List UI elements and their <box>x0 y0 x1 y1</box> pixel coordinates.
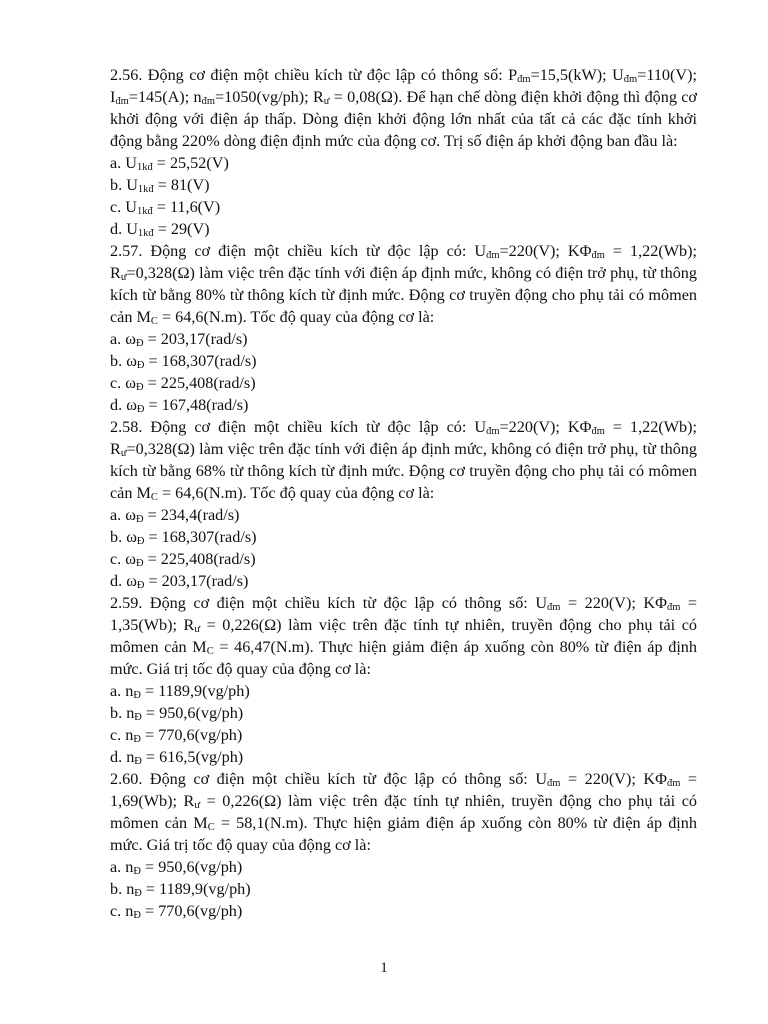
question-stem <box>110 592 697 680</box>
subscript: C <box>150 492 158 503</box>
subscript: đm <box>591 250 605 261</box>
text-run: 2.60. Động cơ điện một chiều kích từ độc lập có thông số: U <box>110 770 548 788</box>
text-run: d. U <box>110 220 138 238</box>
answer-option <box>110 394 697 416</box>
text-run: d. n <box>110 748 135 766</box>
subscript: Đ <box>133 866 141 877</box>
question-4 <box>110 592 697 768</box>
text-run: = 770,6(vg/ph) <box>140 726 243 744</box>
text-run: = 1189,9(vg/ph) <box>141 880 251 898</box>
text-run: =110(V); I <box>110 66 697 106</box>
answer-option <box>110 856 697 878</box>
text-run: = 58,1(N.m). Thực hiện giảm điện áp xuống còn 80% từ điện áp định mức. Giá trị tốc độ quay của động cơ là: <box>110 814 697 854</box>
subscript: đm <box>517 74 531 85</box>
text-run: c. n <box>110 726 134 744</box>
subscript: ư <box>194 624 201 635</box>
answer-option <box>110 218 697 240</box>
text-run: = 1189,9(vg/ph) <box>140 682 250 700</box>
subscript: C <box>207 822 215 833</box>
text-run: = 220(V); KΦ <box>560 770 667 788</box>
subscript: 1kđ <box>137 228 154 239</box>
text-run: = 225,408(rad/s) <box>143 374 256 392</box>
text-run: 2.57. Động cơ điện một chiều kích từ độc lập có: U <box>110 242 487 260</box>
subscript: ư <box>194 800 201 811</box>
subscript: đm <box>591 426 605 437</box>
subscript: đm <box>623 74 638 85</box>
subscript: Đ <box>135 514 144 525</box>
text-run: = 1,69(Wb); R <box>110 770 698 810</box>
text-run: = 0,08(Ω). Để hạn chế dòng điện khởi động thì động cơ khởi động với điện áp thấp. Dòng điện khởi động lớn nhất của tất cả các đặc tính khởi động bằng 220% dòng điện định mức của động cơ. Trị số điện áp khởi động ban đầu là: <box>110 88 697 150</box>
text-run: d. ω <box>110 572 137 590</box>
subscript: ư <box>120 448 127 459</box>
answer-option <box>110 174 697 196</box>
text-run: b. ω <box>110 352 137 370</box>
text-run: = 64,6(N.m). Tốc độ quay của động cơ là: <box>157 308 435 326</box>
document-body <box>110 64 697 922</box>
text-run: = 29(V) <box>153 220 210 238</box>
question-2 <box>110 240 697 416</box>
text-run: =145(A); n <box>128 88 202 106</box>
answer-option <box>110 570 697 592</box>
answer-option <box>110 702 697 724</box>
subscript: C <box>206 646 214 657</box>
subscript: Đ <box>133 690 141 701</box>
text-run: a. ω <box>110 506 136 524</box>
text-run: = 0,226(Ω) làm việc trên đặc tính tự nhiên, truyền động cho phụ tải có mômen cản M <box>110 792 697 832</box>
answer-option <box>110 152 697 174</box>
text-run: = 220(V); KΦ <box>560 594 667 612</box>
text-run: = 1,22(Wb); R <box>110 418 698 458</box>
subscript: đm <box>666 778 681 789</box>
text-run: = 46,47(N.m). Thực hiện giảm điện áp xuống còn 80% từ điện áp định mức. Giá trị tốc độ quay của động cơ là: <box>110 638 697 678</box>
text-run: = 167,48(rad/s) <box>144 396 249 414</box>
subscript: đm <box>486 426 500 437</box>
subscript: ư <box>323 96 330 107</box>
text-run: = 616,5(vg/ph) <box>141 748 244 766</box>
text-run: 2.56. Động cơ điện một chiều kích từ độc lập có thông số: P <box>110 66 518 84</box>
text-run: = 203,17(rad/s) <box>144 572 249 590</box>
question-3 <box>110 416 697 592</box>
subscript: Đ <box>135 338 144 349</box>
question-stem <box>110 768 697 856</box>
question-5 <box>110 768 697 922</box>
subscript: đm <box>486 250 500 261</box>
answer-option <box>110 900 697 922</box>
answer-option <box>110 878 697 900</box>
subscript: đm <box>547 602 561 613</box>
text-run: =220(V); KΦ <box>499 242 592 260</box>
text-run: = 168,307(rad/s) <box>144 352 257 370</box>
text-run: c. ω <box>110 550 136 568</box>
text-run: = 234,4(rad/s) <box>143 506 240 524</box>
text-run: b. ω <box>110 528 137 546</box>
text-run: =1050(vg/ph); R <box>215 88 324 106</box>
subscript: Đ <box>136 580 145 591</box>
answer-option <box>110 724 697 746</box>
question-stem <box>110 416 697 504</box>
text-run: = 225,408(rad/s) <box>143 550 256 568</box>
text-run: = 0,226(Ω) làm việc trên đặc tính tự nhiên, truyền động cho phụ tải có mômen cản M <box>110 616 697 656</box>
text-run: = 11,6(V) <box>152 198 221 216</box>
answer-option <box>110 328 697 350</box>
text-run: a. U <box>110 154 137 172</box>
text-run: a. ω <box>110 330 136 348</box>
answer-option <box>110 680 697 702</box>
subscript: Đ <box>135 558 144 569</box>
subscript: Đ <box>134 888 142 899</box>
text-run: 2.58. Động cơ điện một chiều kích từ độc lập có: U <box>110 418 487 436</box>
subscript: đm <box>666 602 681 613</box>
answer-option <box>110 372 697 394</box>
question-stem <box>110 64 697 152</box>
subscript: Đ <box>134 712 142 723</box>
subscript: Đ <box>133 910 141 921</box>
text-run: d. ω <box>110 396 137 414</box>
text-run: = 64,6(N.m). Tốc độ quay của động cơ là: <box>157 484 435 502</box>
subscript: C <box>150 316 158 327</box>
subscript: Đ <box>134 756 142 767</box>
text-run: = 950,6(vg/ph) <box>141 704 244 722</box>
subscript: 1kđ <box>137 184 154 195</box>
text-run: c. ω <box>110 374 136 392</box>
subscript: 1kđ <box>136 206 153 217</box>
text-run: c. n <box>110 902 134 920</box>
text-run: 2.59. Động cơ điện một chiều kích từ độc lập có thông số: U <box>110 594 548 612</box>
question-stem <box>110 240 697 328</box>
text-run: a. n <box>110 682 134 700</box>
question-1 <box>110 64 697 240</box>
text-run: c. U <box>110 198 137 216</box>
text-run: =0,328(Ω) làm việc trên đặc tính với điện áp định mức, không có điện trở phụ, từ thông kích từ bằng 68% từ thông kích từ định mức. Động cơ truyền động cho phụ tải có mômen cản M <box>110 440 697 502</box>
text-run: = 950,6(vg/ph) <box>140 858 243 876</box>
subscript: đm <box>201 96 215 107</box>
page-number: 1 <box>380 960 388 976</box>
text-run: = 1,35(Wb); R <box>110 594 698 634</box>
answer-option <box>110 504 697 526</box>
subscript: Đ <box>135 382 144 393</box>
text-run: = 770,6(vg/ph) <box>140 902 243 920</box>
subscript: Đ <box>133 734 141 745</box>
text-run: b. U <box>110 176 138 194</box>
answer-option <box>110 548 697 570</box>
text-run: =220(V); KΦ <box>499 418 592 436</box>
text-run: =15,5(kW); U <box>530 66 624 84</box>
subscript: đm <box>547 778 561 789</box>
text-run: b. n <box>110 880 135 898</box>
text-run: = 1,22(Wb); R <box>110 242 698 282</box>
subscript: Đ <box>136 536 145 547</box>
subscript: Đ <box>136 404 145 415</box>
text-run: = 168,307(rad/s) <box>144 528 257 546</box>
text-run: =0,328(Ω) làm việc trên đặc tính với điện áp định mức, không có điện trở phụ, từ thông kích từ bằng 80% từ thông kích từ định mức. Động cơ truyền động cho phụ tải có mômen cản M <box>110 264 697 326</box>
answer-option <box>110 350 697 372</box>
text-run: = 203,17(rad/s) <box>143 330 248 348</box>
subscript: ư <box>120 272 127 283</box>
subscript: Đ <box>136 360 145 371</box>
text-run: b. n <box>110 704 135 722</box>
answer-option <box>110 196 697 218</box>
subscript: 1kđ <box>136 162 153 173</box>
answer-option <box>110 746 697 768</box>
text-run: = 25,52(V) <box>152 154 229 172</box>
answer-option <box>110 526 697 548</box>
text-run: a. n <box>110 858 134 876</box>
text-run: = 81(V) <box>153 176 210 194</box>
subscript: đm <box>115 96 129 107</box>
